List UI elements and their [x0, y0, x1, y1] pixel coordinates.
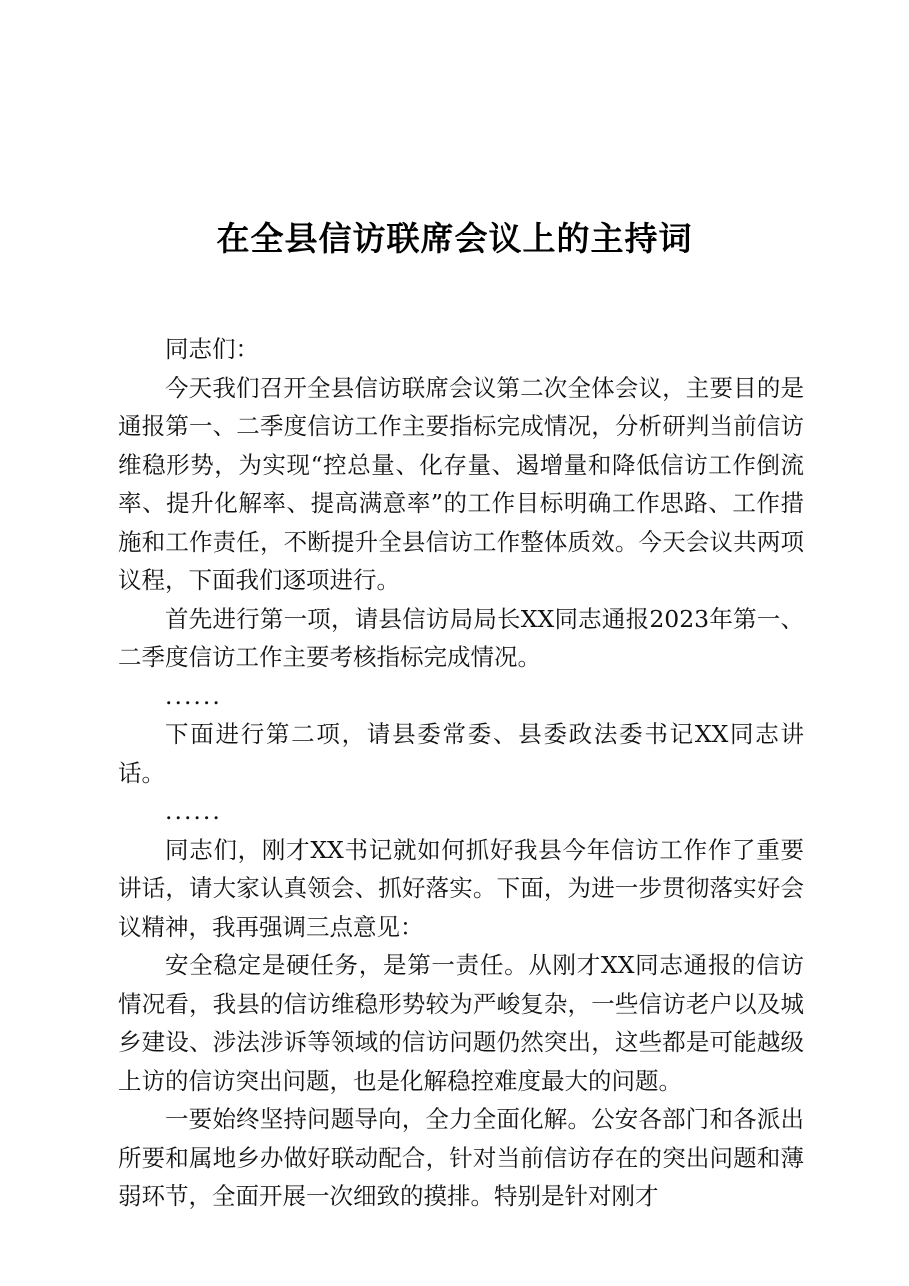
- paragraph-point-safety: 安全稳定是硬任务，是第一责任。从刚才XX同志通报的信访情况看，我县的信访维稳形势较为严峻复杂，一些信访老户以及城乡建设、涉法涉诉等领域的信访问题仍然突出，这些都是可能越级上访的信访突出问题，也是化解稳控难度最大的问题。: [118, 951, 804, 1095]
- document-body: [118, 330, 804, 1216]
- document-title: 在全县信访联席会议上的主持词: [216, 219, 693, 258]
- paragraph-summary: 同志们，刚才XX书记就如何抓好我县今年信访工作作了重要讲话，请大家认真领会、抓好落实。下面，为进一步贯彻落实好会议精神，我再强调三点意见：: [118, 835, 804, 941]
- paragraph-ellipsis-2: ......: [165, 797, 222, 825]
- paragraph-opening: 今天我们召开全县信访联席会议第二次全体会议，主要目的是通报第一、二季度信访工作主要指标完成情况，分析研判当前信访维稳形势，为实现“控总量、化存量、遏增量和降低信访工作倒流率、提升化解率、提高满意率”的工作目标明确工作思路、工作措施和工作责任，不断提升全县信访工作整体质效。今天会议共两项议程，下面我们逐项进行。: [118, 373, 804, 594]
- paragraph-point-1: 一要始终坚持问题导向，全力全面化解。公安各部门和各派出所要和属地乡办做好联动配合，针对当前信访存在的突出问题和薄弱环节，全面开展一次细致的摸排。特别是针对刚才: [118, 1105, 804, 1210]
- paragraph-agenda-item-2: 下面进行第二项，请县委常委、县委政法委书记XX同志讲话。: [118, 720, 804, 787]
- paragraph-ellipsis-1: ......: [165, 681, 222, 710]
- paragraph-salutation: 同志们：: [165, 335, 259, 363]
- paragraph-agenda-item-1: 首先进行第一项，请县信访局局长XX同志通报2023年第一、二季度信访工作主要考核指标完成情况。: [118, 604, 804, 671]
